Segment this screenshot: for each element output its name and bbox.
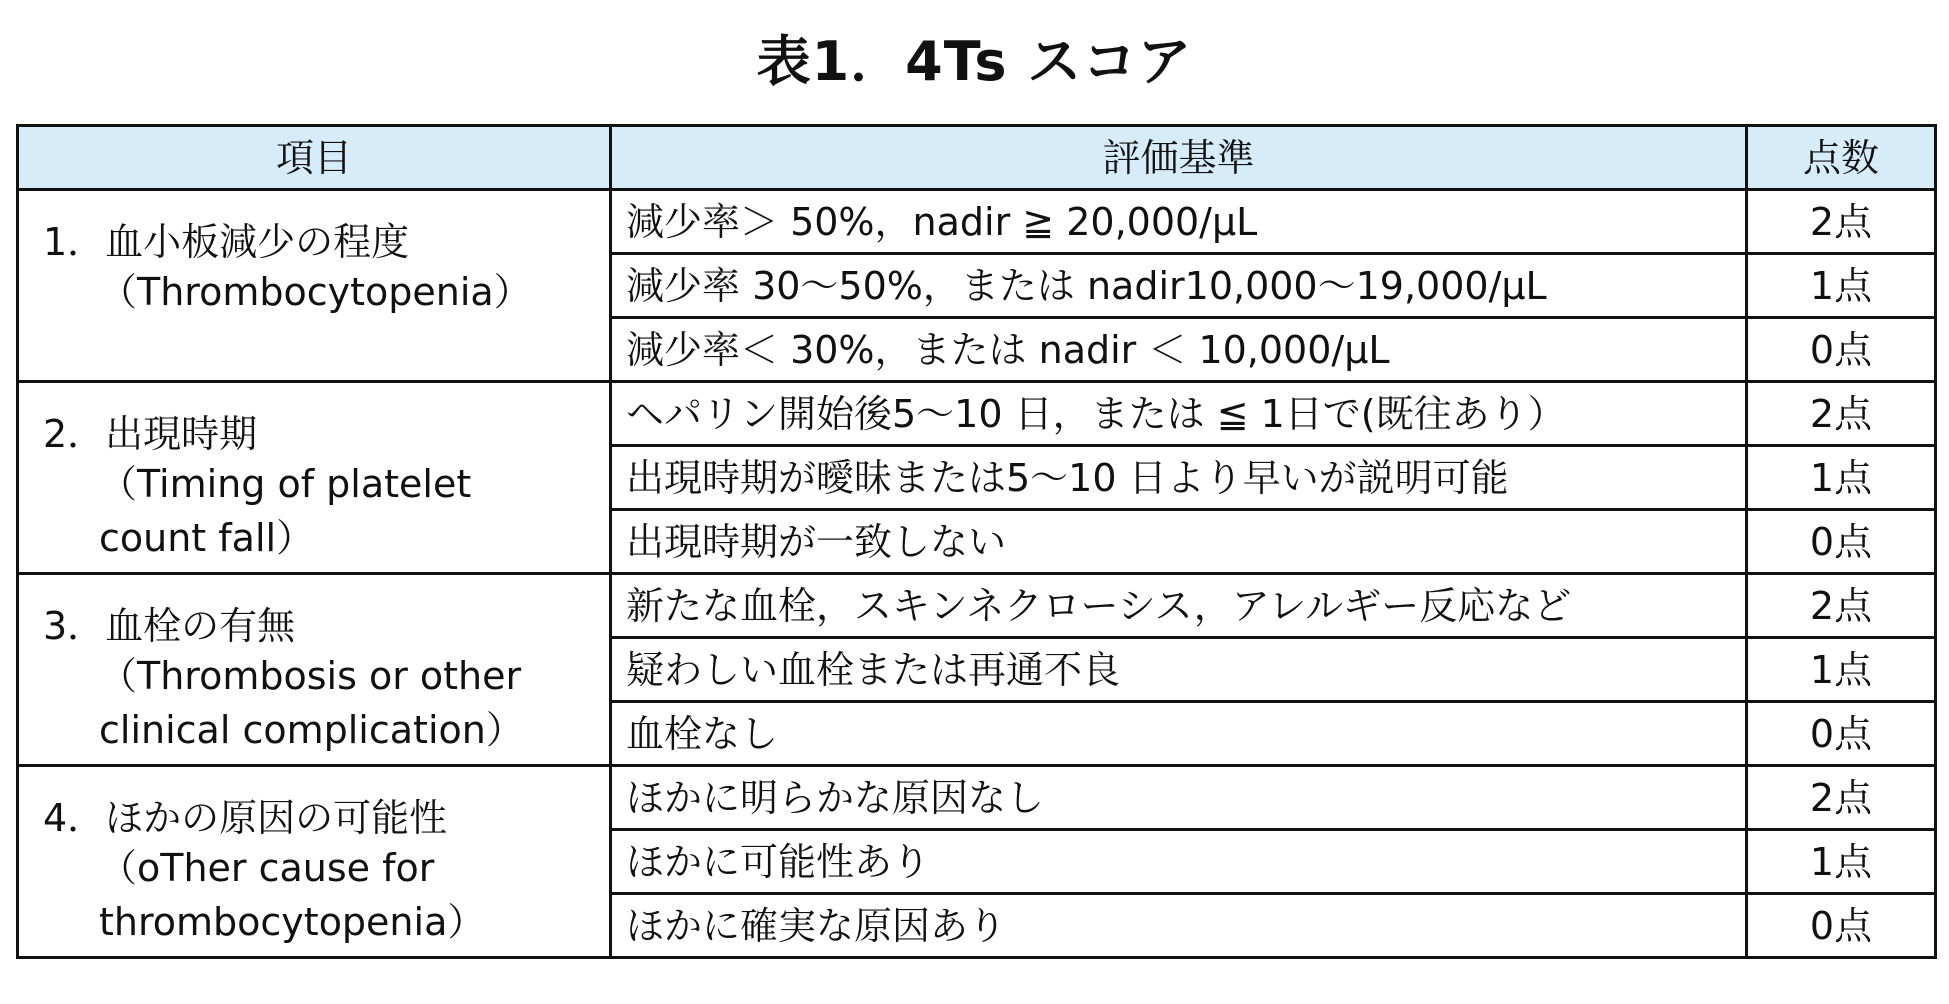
criteria-cell: 出現時期が曖昧または5〜10 日より早いが説明可能 xyxy=(611,446,1747,510)
item-cell xyxy=(18,190,611,382)
score-table xyxy=(16,124,1937,959)
table-title: 表1．4Ts スコア xyxy=(756,30,1193,93)
points-cell: 1点 xyxy=(1747,446,1936,510)
points-cell: 0点 xyxy=(1747,318,1936,382)
table-row xyxy=(18,382,1936,446)
header-points: 点数 xyxy=(1747,126,1936,190)
criteria-cell: ほかに明らかな原因なし xyxy=(611,766,1747,830)
item-title: 4．ほかの原因の可能性 xyxy=(43,796,448,840)
criteria-cell: 減少率 30〜50%，または nadir10,000〜19,000/μL xyxy=(611,254,1747,318)
criteria-cell: 減少率＞ 50%，nadir ≧ 20,000/μL xyxy=(611,190,1747,254)
item-title: 3．血栓の有無 xyxy=(43,604,296,648)
item-cell xyxy=(18,574,611,766)
criteria-cell: ヘパリン開始後5〜10 日，または ≦ 1日で(既往あり） xyxy=(611,382,1747,446)
criteria-cell: 出現時期が一致しない xyxy=(611,510,1747,574)
criteria-cell: ほかに確実な原因あり xyxy=(611,894,1747,958)
header-item: 項目 xyxy=(18,126,611,190)
points-cell: 1点 xyxy=(1747,638,1936,702)
item-english: （Timing of platelet count fall） xyxy=(99,462,472,560)
criteria-cell: 減少率＜ 30%，または nadir ＜ 10,000/μL xyxy=(611,318,1747,382)
item-english: （Thrombocytopenia） xyxy=(99,270,532,314)
points-cell: 2点 xyxy=(1747,382,1936,446)
table-row xyxy=(18,190,1936,254)
table-row xyxy=(18,574,1936,638)
item-title: 1．血小板減少の程度 xyxy=(43,220,410,264)
item-title: 2．出現時期 xyxy=(43,412,258,456)
header-row xyxy=(18,126,1936,190)
criteria-cell: 疑わしい血栓または再通不良 xyxy=(611,638,1747,702)
points-cell: 1点 xyxy=(1747,830,1936,894)
points-cell: 2点 xyxy=(1747,766,1936,830)
points-cell: 2点 xyxy=(1747,574,1936,638)
points-cell: 2点 xyxy=(1747,190,1936,254)
table-row xyxy=(18,766,1936,830)
criteria-cell: 血栓なし xyxy=(611,702,1747,766)
points-cell: 0点 xyxy=(1747,702,1936,766)
points-cell: 1点 xyxy=(1747,254,1936,318)
item-english: （oTher cause for thrombocytopenia） xyxy=(99,846,486,944)
item-cell xyxy=(18,766,611,958)
header-criteria: 評価基準 xyxy=(611,126,1747,190)
item-english: （Thrombosis or other clinical complication） xyxy=(99,654,524,752)
points-cell: 0点 xyxy=(1747,510,1936,574)
points-cell: 0点 xyxy=(1747,894,1936,958)
criteria-cell: ほかに可能性あり xyxy=(611,830,1747,894)
item-cell xyxy=(18,382,611,574)
criteria-cell: 新たな血栓，スキンネクローシス，アレルギー反応など xyxy=(611,574,1747,638)
